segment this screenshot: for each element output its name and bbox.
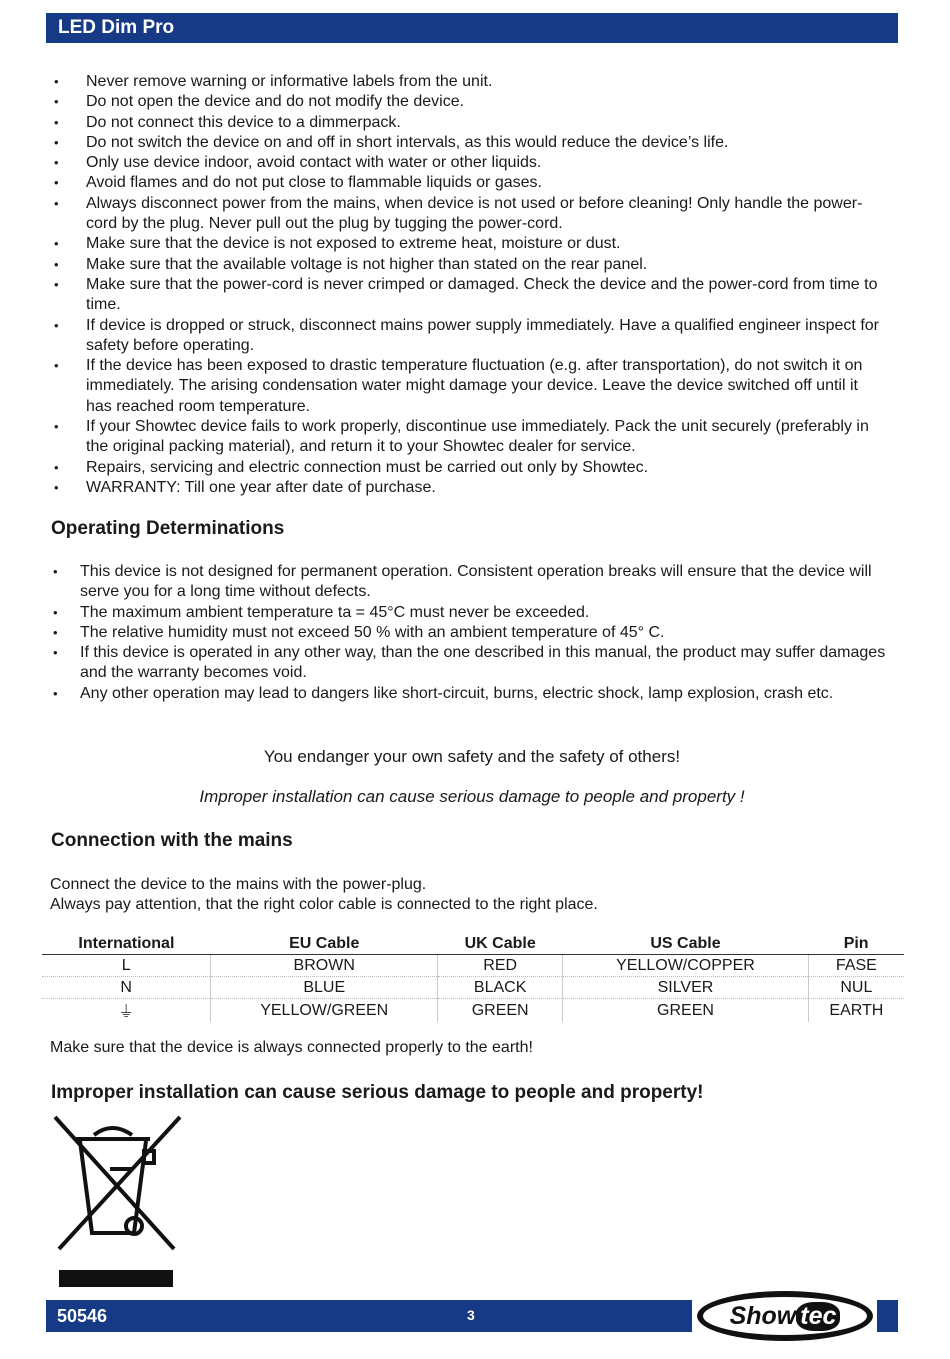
warning-text-italic: Improper installation can cause serious damage to people and property ! — [199, 787, 745, 806]
column-header: Pin — [808, 933, 904, 955]
list-item: • Repairs, servicing and electric connection must be carried out only by Showtec. — [86, 458, 886, 478]
cell: SILVER — [563, 977, 809, 999]
section-heading-mains: Connection with the mains — [51, 830, 293, 851]
paragraph-line: Always pay attention, that the right color cable is connected to the right place. — [50, 896, 598, 914]
mains-paragraph — [50, 875, 895, 916]
cell: N — [42, 977, 211, 999]
list-item: • Do not connect this device to a dimmerpack. — [86, 113, 886, 133]
column-header: UK Cable — [438, 933, 563, 955]
list-item: • If device is dropped or struck, disconnect mains power supply immediately. Have a qualified engineer inspect for safety before operating. — [86, 316, 886, 357]
list-item: • Make sure that the available voltage is not higher than stated on the rear panel. — [86, 255, 886, 275]
table-header — [42, 933, 904, 955]
safety-list — [86, 72, 886, 498]
warning-text: You endanger your own safety and the safety of others! — [263, 747, 681, 766]
cell: BROWN — [211, 955, 438, 977]
list-item: • Never remove warning or informative labels from the unit. — [86, 72, 886, 92]
cell: BLUE — [211, 977, 438, 999]
list-item: • WARRANTY: Till one year after date of purchase. — [86, 478, 886, 498]
list-item: • Avoid flames and do not put close to flammable liquids or gases. — [86, 173, 886, 193]
operating-list — [80, 562, 890, 704]
footer-bar — [46, 1300, 692, 1332]
paragraph-line: Connect the device to the mains with the power-plug. — [50, 876, 427, 893]
cell: EARTH — [808, 999, 904, 1023]
cell: NUL — [808, 977, 904, 999]
list-item: • The maximum ambient temperature ta = 45°C must never be exceeded. — [80, 603, 890, 623]
weee-bin-icon — [52, 1113, 187, 1293]
section-heading-operating: Operating Determinations — [51, 518, 285, 539]
cell: BLACK — [438, 977, 563, 999]
column-header: EU Cable — [211, 933, 438, 955]
cell: L — [42, 955, 211, 977]
column-header: US Cable — [563, 933, 809, 955]
table-row — [42, 955, 904, 977]
list-item: • If this device is operated in any other way, than the one described in this manual, the product may suffer damages and the warranty becomes void. — [80, 643, 890, 684]
cell: RED — [438, 955, 563, 977]
header-bar — [46, 13, 898, 43]
list-item: • Make sure that the device is not exposed to extreme heat, moisture or dust. — [86, 234, 886, 254]
final-warning: Improper installation can cause serious damage to people and property! — [51, 1082, 704, 1103]
list-item: • The relative humidity must not exceed 50 % with an ambient temperature of 45° C. — [80, 623, 890, 643]
footer-bar-end — [877, 1300, 898, 1332]
list-item: • Make sure that the power-cord is never crimped or damaged. Check the device and the power-cord from time to time. — [86, 275, 886, 316]
cell: GREEN — [563, 999, 809, 1023]
product-code: 50546 — [57, 1306, 108, 1326]
cell: YELLOW/COPPER — [563, 955, 809, 977]
cable-table — [42, 933, 904, 1022]
cell: FASE — [808, 955, 904, 977]
earth-symbol-icon: ⏚ — [118, 1004, 135, 1021]
page-number: 3 — [467, 1307, 475, 1323]
list-item: • This device is not designed for permanent operation. Consistent operation breaks will ensure that the device will serve you for a long time without defects. — [80, 562, 890, 603]
earth-note: Make sure that the device is always connected properly to the earth! — [50, 1039, 533, 1056]
table-row — [42, 977, 904, 999]
showtec-logo: Show tec — [697, 1291, 873, 1341]
list-item: • If your Showtec device fails to work properly, discontinue use immediately. Pack the unit securely (preferably in the original packing material), and return it to your Showtec dealer for service. — [86, 417, 886, 458]
column-header: International — [42, 933, 211, 955]
list-item: • Any other operation may lead to dangers like short-circuit, burns, electric shock, lamp explosion, crash etc. — [80, 684, 890, 704]
list-item: • Do not switch the device on and off in short intervals, as this would reduce the device’s life. — [86, 133, 886, 153]
doc-title: LED Dim Pro — [58, 17, 175, 38]
list-item: • Do not open the device and do not modify the device. — [86, 92, 886, 112]
list-item: • Only use device indoor, avoid contact with water or other liquids. — [86, 153, 886, 173]
list-item: • Always disconnect power from the mains, when device is not used or before cleaning! Only handle the power-cord by the plug. Never pull out the plug by tugging the power-cord. — [86, 194, 886, 235]
table-row — [42, 999, 904, 1023]
cell: YELLOW/GREEN — [211, 999, 438, 1023]
list-item: • If the device has been exposed to drastic temperature fluctuation (e.g. after transportation), do not switch it on immediately. The arising condensation water might damage your device. Leave the device switched off until it has reached room temperature. — [86, 356, 886, 417]
cell: GREEN — [438, 999, 563, 1023]
